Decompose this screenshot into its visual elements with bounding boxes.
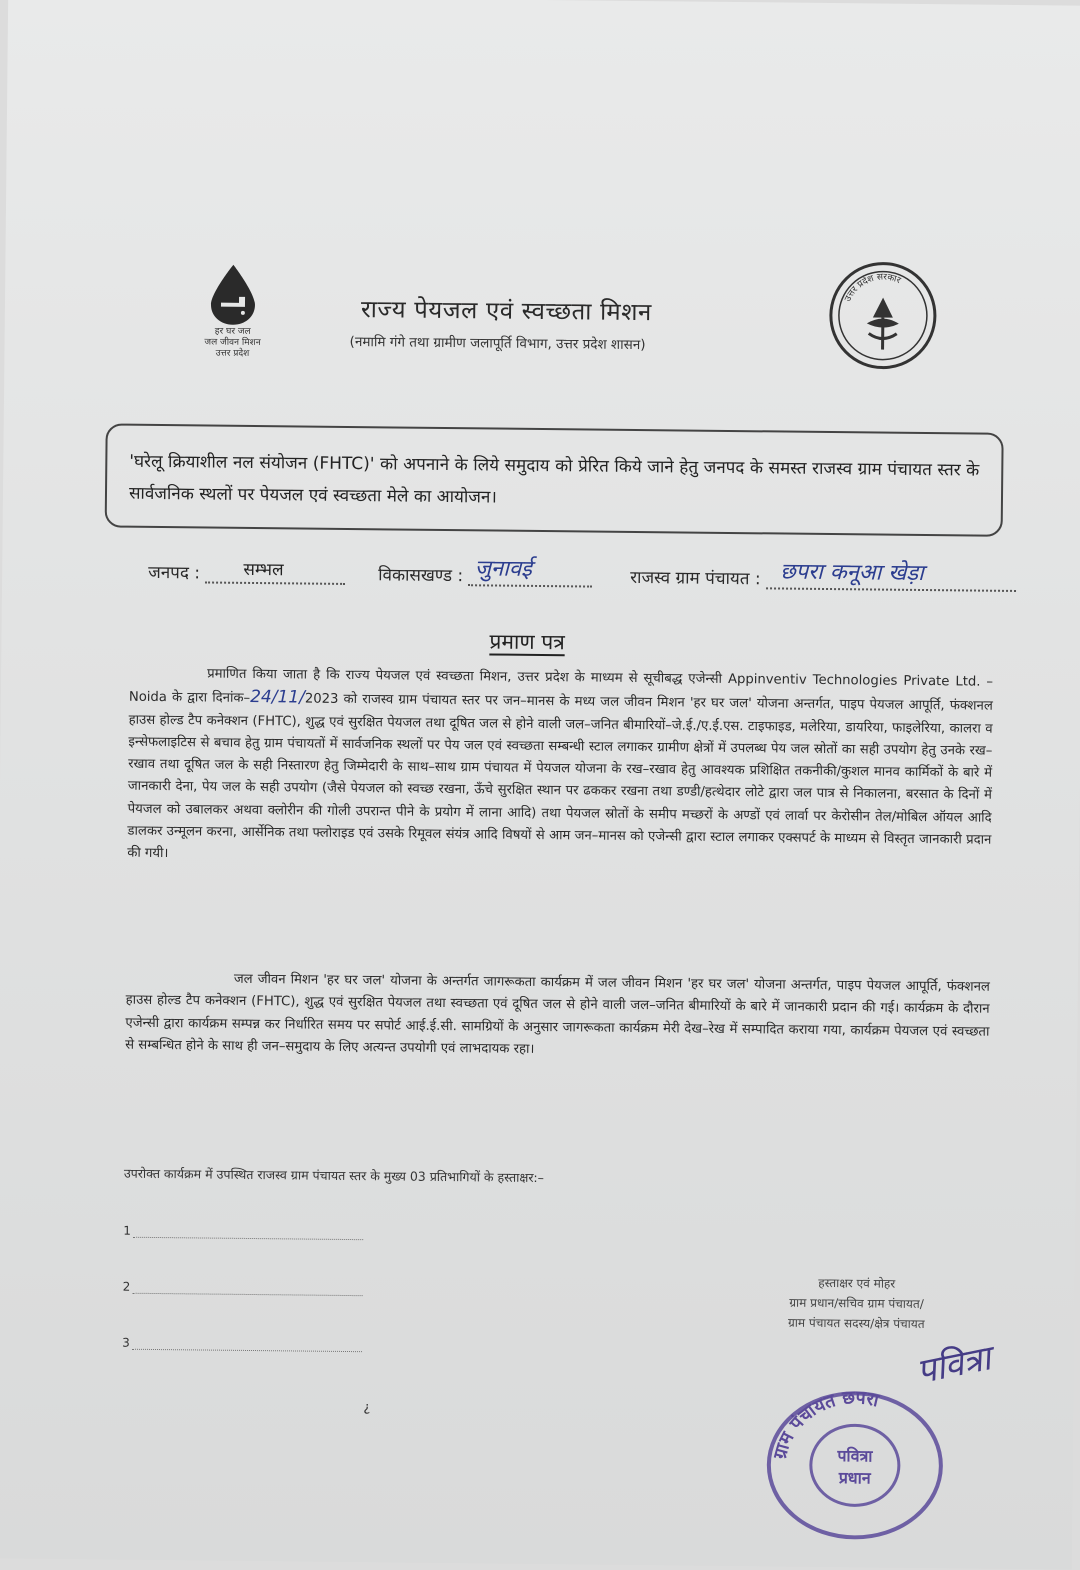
para1-body: को राजस्व ग्राम पंचायत स्तर पर जन–मानस के मध्य जल जीवन मिशन 'हर घर जल' योजना अन्तर्गत, पाइप पेयजल आपूर्ति, फंक्शनल हाउस होल्ड टैप कनेक्शन (FHTC), शुद्ध एवं सुरक्षित पेयजल तथा दूषित जल से होने वाली जल–जनित बीमारियों–जे.ई./ए.ई.एस. टाइफाइड, मलेरिया, डायरिया, फाइलेरिया, कालरा व इन्सेफलाइटिस से बचाव हेतु ग्राम पंचायतों में सार्वजनिक स्थलों पर पेय जल एवं स्वच्छता सम्बन्धी स्टाल लगाकर ग्रामीण क्षेत्रों में उपलब्ध पेय जल स्रोतों का सही उपयोग हेतु उनके रख–रखाव तथा दूषित जल के सही निस्तारण हेतु जिम्मेदारी के साथ–साथ ग्राम पंचायत में पेयजल योजना के रख–रखाव हेतु आवश्यक प्रशिक्षित तकनीकी/कुशल मानव कार्मिकों के बारे में जानकारी देना, पेय जल के सही उपयोग (जैसे पेयजल को स्वच्छ रखना, ऊँचे सुरक्षित स्थान पर ढककर रखना तथा डण्डी/हत्थेदार लोटे द्वारा जल पात्र से निकालना, बरसात के दिनों में पेयजल को उबालकर अथवा क्लोरीन की गोली उपरान्त पीने के प्रयोग में लाना आदि) तथा पेयजल स्रोतों के समीप मच्छरों के अण्डों एवं लार्वा पर केरोसीन तेल/मोबिल ऑयल आदि डालकर उन्मूलन करना, आर्सेनिक तथा फ्लोराइड एवं उसके रिमूवल संयंत्र आदि विषयों से आम जन–मानस को एजेन्सी द्वारा स्टाल लगाकर एक्सपर्ट के माध्यम से विस्तृत जानकारी प्रदान की गयी। [127, 692, 993, 861]
har-ghar-jal-logo [192, 262, 273, 360]
certificate-title: प्रमाण पत्र [489, 627, 619, 656]
signatory-role-1: ग्राम प्रधान/सचिव ग्राम पंचायत/ [736, 1292, 976, 1315]
block-label: विकासखण्ड : [378, 565, 463, 586]
authority-signature-block [736, 1272, 977, 1335]
logo-line-2: जल जीवन मिशन [193, 337, 273, 349]
certificate-paragraph-2: जल जीवन मिशन 'हर घर जल' योजना के अन्तर्गत जागरूकता कार्यक्रम में जल जीवन मिशन 'हर घर जल' योजना अन्तर्गत, पाइप पेयजल आपूर्ति, फंक्शनल हाउस होल्ड टैप कनेक्शन (FHTC), शुद्ध एवं सुरक्षित पेयजल तथा स्वच्छता एवं दूषित जल से होने वाली जल–जनित बीमारियों के बारे में जानकारी प्रदान की गई। कार्यक्रम के दौरान एजेन्सी द्वारा कार्यक्रम सम्पन्न कर निर्धारित समय पर सपोर्ट आई.ई.सी. सामग्रियों के अनुसार जागरूकता कार्यक्रम मेरी देख–रेख में सम्पादित कराया गया, कार्यक्रम पेयजल एवं स्वच्छता से सम्बन्धित होने के साथ ही जन–समुदाय के लिए अत्यन्त उपयोगी एवं लाभदायक रहा। [125, 968, 990, 1066]
gram-panchayat-stamp [758, 1368, 950, 1540]
village-value: छपरा कनूआ खेड़ा [780, 556, 924, 588]
pen-mark: ¿ [363, 1400, 370, 1415]
stamp-designation: प्रधान [838, 1468, 872, 1487]
block-value: जुनावई [475, 552, 533, 583]
participant-signature-line [123, 1280, 363, 1297]
village-label: राजस्व ग्राम पंचायत : [630, 568, 761, 589]
village-field [630, 565, 1016, 592]
participant-signature-line [122, 1336, 362, 1353]
handwritten-signature: पवित्रा [912, 1333, 994, 1393]
event-date-handwritten: 24/11/ [250, 687, 305, 708]
logo-line-1: हर घर जल [193, 326, 273, 338]
stamp-name: पवित्रा [836, 1446, 873, 1465]
up-government-emblem [826, 259, 939, 372]
district-label: जनपद : [148, 563, 200, 584]
para1-intro: प्रमाणित किया जाता है कि राज्य पेयजल एवं स्वच्छता मिशन, उत्तर प्रदेश के माध्यम से सूचीबद्ध एजेन्सी Appinventiv Technologies Private Ltd. – Noida के द्वारा दिनांक– [129, 667, 993, 707]
logo-line-3: उत्तर प्रदेश [192, 348, 272, 360]
water-drop-icon [203, 262, 264, 327]
emblem-text: उत्तर प्रदेश सरकार [843, 272, 902, 304]
participants-note: उपरोक्त कार्यक्रम में उपस्थित राजस्व ग्राम पंचायत स्तर के मुख्य 03 प्रतिभागियों के हस्ताक्षर:– [124, 1164, 624, 1189]
certificate-paragraph-1 [127, 663, 993, 875]
event-banner [105, 423, 1004, 536]
signatory-role-2: ग्राम पंचायत सदस्य/क्षेत्र पंचायत [736, 1312, 976, 1335]
signature-line-number: 2 [123, 1280, 131, 1294]
event-year: 2023 [305, 692, 339, 707]
block-field [378, 562, 593, 587]
district-field [148, 560, 346, 585]
signature-caption: हस्ताक्षर एवं मोहर [737, 1272, 977, 1295]
participant-signature-line [123, 1224, 363, 1241]
location-fields [148, 560, 1078, 606]
district-value: सम्भल [243, 557, 283, 580]
signature-line-number: 3 [122, 1336, 130, 1350]
banner-text: 'घरेलू क्रियाशील नल संयोजन (FHTC)' को अपनाने के लिये समुदाय को प्रेरित किये जाने हेतु जनपद के समस्त राजस्व ग्राम पंचायत स्तर के सार्वजनिक स्थलों पर पेयजल एवं स्वच्छता मेले का आयोजन। [129, 446, 980, 519]
signature-line-number: 1 [123, 1224, 131, 1238]
page-subtitle: (नमामि गंगे तथा ग्रामीण जलापूर्ति विभाग, उत्तर प्रदेश शासन) [350, 332, 760, 354]
stamp-outer-text: ग्राम पंचायत छपरा [769, 1386, 882, 1463]
page-title: राज्य पेयजल एवं स्वच्छता मिशन [361, 292, 721, 329]
